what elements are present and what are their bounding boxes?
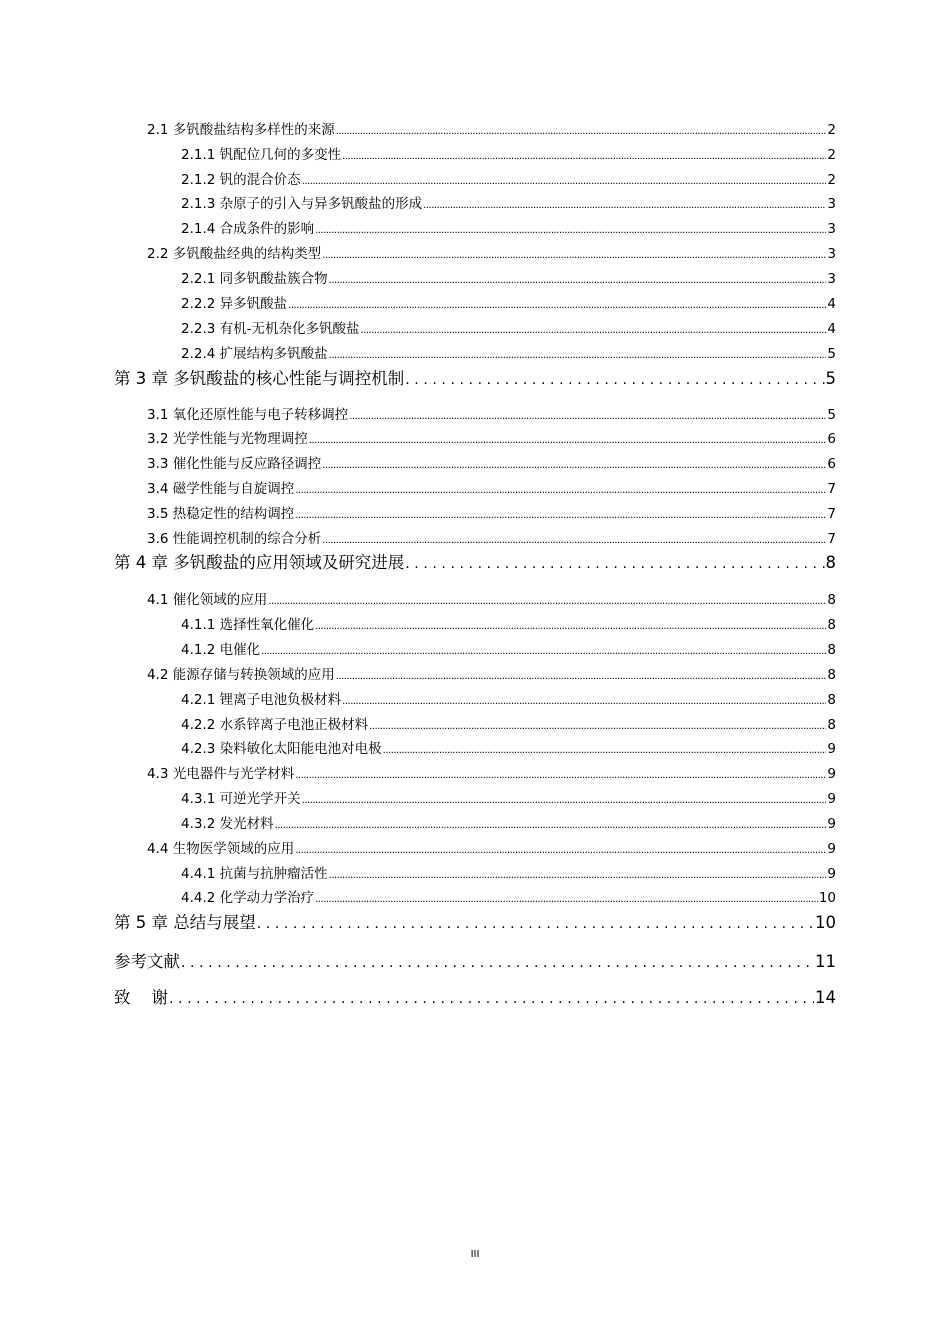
toc-entry-page: 9 <box>827 766 836 782</box>
toc-entry[interactable] <box>181 168 836 188</box>
dot-leader <box>169 991 814 1007</box>
toc-entry-label: 4.1.2 电催化 <box>181 642 261 658</box>
dot-leader <box>315 894 818 905</box>
toc-entry-label: 2.1.2 钒的混合价态 <box>181 172 301 188</box>
dot-leader <box>336 126 827 137</box>
toc-entry-label: 4.2 能源存储与转换领域的应用 <box>147 667 335 683</box>
toc-entry-label: 4.1.1 选择性氧化催化 <box>181 617 315 633</box>
toc-entry-page: 14 <box>815 988 836 1007</box>
toc-entry[interactable] <box>181 192 836 212</box>
toc-entry-page: 9 <box>827 816 836 832</box>
toc-entry-page: 5 <box>827 346 836 362</box>
toc-entry-page: 3 <box>827 271 836 287</box>
dot-leader <box>295 770 826 781</box>
toc-entry-label: 致 谢 <box>114 988 168 1007</box>
toc-entry-page: 10 <box>815 913 836 932</box>
toc-entry-page: 2 <box>827 147 836 163</box>
toc-entry[interactable] <box>147 427 836 447</box>
dot-leader <box>369 721 826 732</box>
toc-entry-page: 6 <box>827 456 836 472</box>
dot-leader <box>329 275 827 286</box>
toc-entry-page: 3 <box>827 246 836 262</box>
dot-leader <box>181 955 814 971</box>
dot-leader <box>315 225 826 236</box>
toc-entry[interactable] <box>147 837 836 857</box>
toc-entry-label: 3.3 催化性能与反应路径调控 <box>147 456 322 472</box>
toc-chapter-entry[interactable] <box>114 984 836 1008</box>
toc-entry-page: 10 <box>818 890 836 906</box>
dot-leader <box>361 325 827 336</box>
toc-entry[interactable] <box>147 452 836 472</box>
dot-leader <box>275 820 827 831</box>
toc-entry-page: 2 <box>827 122 836 138</box>
toc-chapter-entry[interactable] <box>114 549 836 573</box>
toc-entry-label: 4.2.1 锂离子电池负极材料 <box>181 692 342 708</box>
toc-chapter-entry[interactable] <box>114 909 836 933</box>
toc-entry-label: 4.4 生物医学领域的应用 <box>147 841 295 857</box>
toc-entry-label: 2.2 多钒酸盐经典的结构类型 <box>147 246 322 262</box>
toc-entry[interactable] <box>181 613 836 633</box>
toc-entry-label: 4.2.2 水系锌离子电池正极材料 <box>181 717 369 733</box>
toc-entry[interactable] <box>147 477 836 497</box>
dot-leader <box>329 350 827 361</box>
toc-entry[interactable] <box>181 143 836 163</box>
toc-entry[interactable] <box>181 638 836 658</box>
toc-entry[interactable] <box>147 403 836 423</box>
toc-entry[interactable] <box>181 737 836 757</box>
toc-entry-page: 9 <box>827 841 836 857</box>
toc-entry-label: 4.3.2 发光材料 <box>181 816 274 832</box>
dot-leader <box>349 411 826 422</box>
dot-leader <box>309 435 827 446</box>
toc-entry-page: 9 <box>827 741 836 757</box>
toc-entry-label: 4.3.1 可逆光学开关 <box>181 791 301 807</box>
dot-leader <box>405 372 824 388</box>
toc-entry-label: 2.2.2 异多钒酸盐 <box>181 296 288 312</box>
dot-leader <box>295 485 826 496</box>
toc-entry-label: 4.4.1 抗菌与抗肿瘤活性 <box>181 866 328 882</box>
toc-entry-page: 9 <box>827 791 836 807</box>
toc-entry-label: 2.1.1 钒配位几何的多变性 <box>181 147 342 163</box>
toc-entry-page: 8 <box>827 592 836 608</box>
toc-entry-page: 8 <box>825 553 836 572</box>
dot-leader <box>423 200 826 211</box>
dot-leader <box>257 916 814 932</box>
toc-entry-label: 3.2 光学性能与光物理调控 <box>147 431 308 447</box>
toc-entry-label: 2.2.3 有机-无机杂化多钒酸盐 <box>181 321 360 337</box>
dot-leader <box>383 745 827 756</box>
toc-entry-label: 第 4 章 多钒酸盐的应用领域及研究进展 <box>114 553 405 572</box>
toc-entry-label: 第 5 章 总结与展望 <box>114 913 256 932</box>
toc-entry[interactable] <box>181 862 836 882</box>
toc-entry[interactable] <box>147 527 836 547</box>
toc-entry-page: 3 <box>827 196 836 212</box>
toc-entry-label: 参考文献 <box>114 952 180 971</box>
toc-entry-page: 2 <box>827 172 836 188</box>
toc-entry-page: 8 <box>827 617 836 633</box>
toc-entry-page: 8 <box>827 717 836 733</box>
toc-entry-label: 2.2.1 同多钒酸盐簇合物 <box>181 271 328 287</box>
dot-leader <box>261 646 826 657</box>
toc-entry[interactable] <box>147 663 836 683</box>
toc-entry[interactable] <box>147 502 836 522</box>
toc-entry-page: 4 <box>827 296 836 312</box>
dot-leader <box>322 460 826 471</box>
dot-leader <box>336 671 827 682</box>
toc-entry-page: 5 <box>827 407 836 423</box>
toc-entry-page: 7 <box>827 481 836 497</box>
toc-entry-label: 2.2.4 扩展结构多钒酸盐 <box>181 346 328 362</box>
toc-entry-label: 4.2.3 染料敏化太阳能电池对电极 <box>181 741 382 757</box>
toc-entry[interactable] <box>181 267 836 287</box>
toc-entry-label: 3.6 性能调控机制的综合分析 <box>147 531 322 547</box>
dot-leader <box>302 795 827 806</box>
toc-entry-page: 3 <box>827 221 836 237</box>
dot-leader <box>405 556 824 572</box>
toc-entry[interactable] <box>181 812 836 832</box>
toc-entry[interactable] <box>181 342 836 362</box>
toc-entry[interactable] <box>147 588 836 608</box>
toc-entry-label: 4.4.2 化学动力学治疗 <box>181 890 315 906</box>
toc-entry-page: 6 <box>827 431 836 447</box>
toc-entry[interactable] <box>181 787 836 807</box>
toc-entry-page: 5 <box>825 369 836 388</box>
dot-leader <box>342 696 826 707</box>
dot-leader <box>288 300 826 311</box>
toc-entry-label: 4.3 光电器件与光学材料 <box>147 766 295 782</box>
toc-entry-page: 7 <box>827 531 836 547</box>
toc-entry[interactable] <box>147 242 836 262</box>
toc-entry-label: 3.5 热稳定性的结构调控 <box>147 506 295 522</box>
dot-leader <box>322 535 826 546</box>
toc-entry-page: 11 <box>815 952 836 971</box>
toc-entry[interactable] <box>147 118 836 138</box>
toc-entry-page: 9 <box>827 866 836 882</box>
toc-entry-page: 7 <box>827 506 836 522</box>
toc-entry-label: 2.1 多钒酸盐结构多样性的来源 <box>147 122 335 138</box>
page-number-footer: III <box>470 1249 480 1260</box>
dot-leader <box>322 250 826 261</box>
toc-entry-label: 3.4 磁学性能与自旋调控 <box>147 481 295 497</box>
toc-entry-page: 4 <box>827 321 836 337</box>
dot-leader <box>268 596 826 607</box>
toc-entry[interactable] <box>181 713 836 733</box>
toc-entry[interactable] <box>181 886 836 906</box>
toc-entry[interactable] <box>181 688 836 708</box>
dot-leader <box>295 845 826 856</box>
toc-entry[interactable] <box>181 317 836 337</box>
toc-entry[interactable] <box>147 762 836 782</box>
toc-entry[interactable] <box>181 292 836 312</box>
toc-entry-label: 2.1.3 杂原子的引入与异多钒酸盐的形成 <box>181 196 423 212</box>
toc-entry-page: 8 <box>827 667 836 683</box>
toc-entry-label: 2.1.4 合成条件的影响 <box>181 221 315 237</box>
toc-entry-page: 8 <box>827 642 836 658</box>
dot-leader <box>295 510 826 521</box>
dot-leader <box>329 870 827 881</box>
toc-entry-label: 第 3 章 多钒酸盐的核心性能与调控机制 <box>114 369 405 388</box>
toc-entry[interactable] <box>181 217 836 237</box>
toc-entry-page: 8 <box>827 692 836 708</box>
toc-entry-label: 4.1 催化领域的应用 <box>147 592 268 608</box>
dot-leader <box>342 151 826 162</box>
dot-leader <box>302 176 827 187</box>
toc-chapter-entry[interactable] <box>114 948 836 972</box>
dot-leader <box>315 621 826 632</box>
toc-chapter-entry[interactable] <box>114 365 836 389</box>
toc-entry-label: 3.1 氧化还原性能与电子转移调控 <box>147 407 349 423</box>
